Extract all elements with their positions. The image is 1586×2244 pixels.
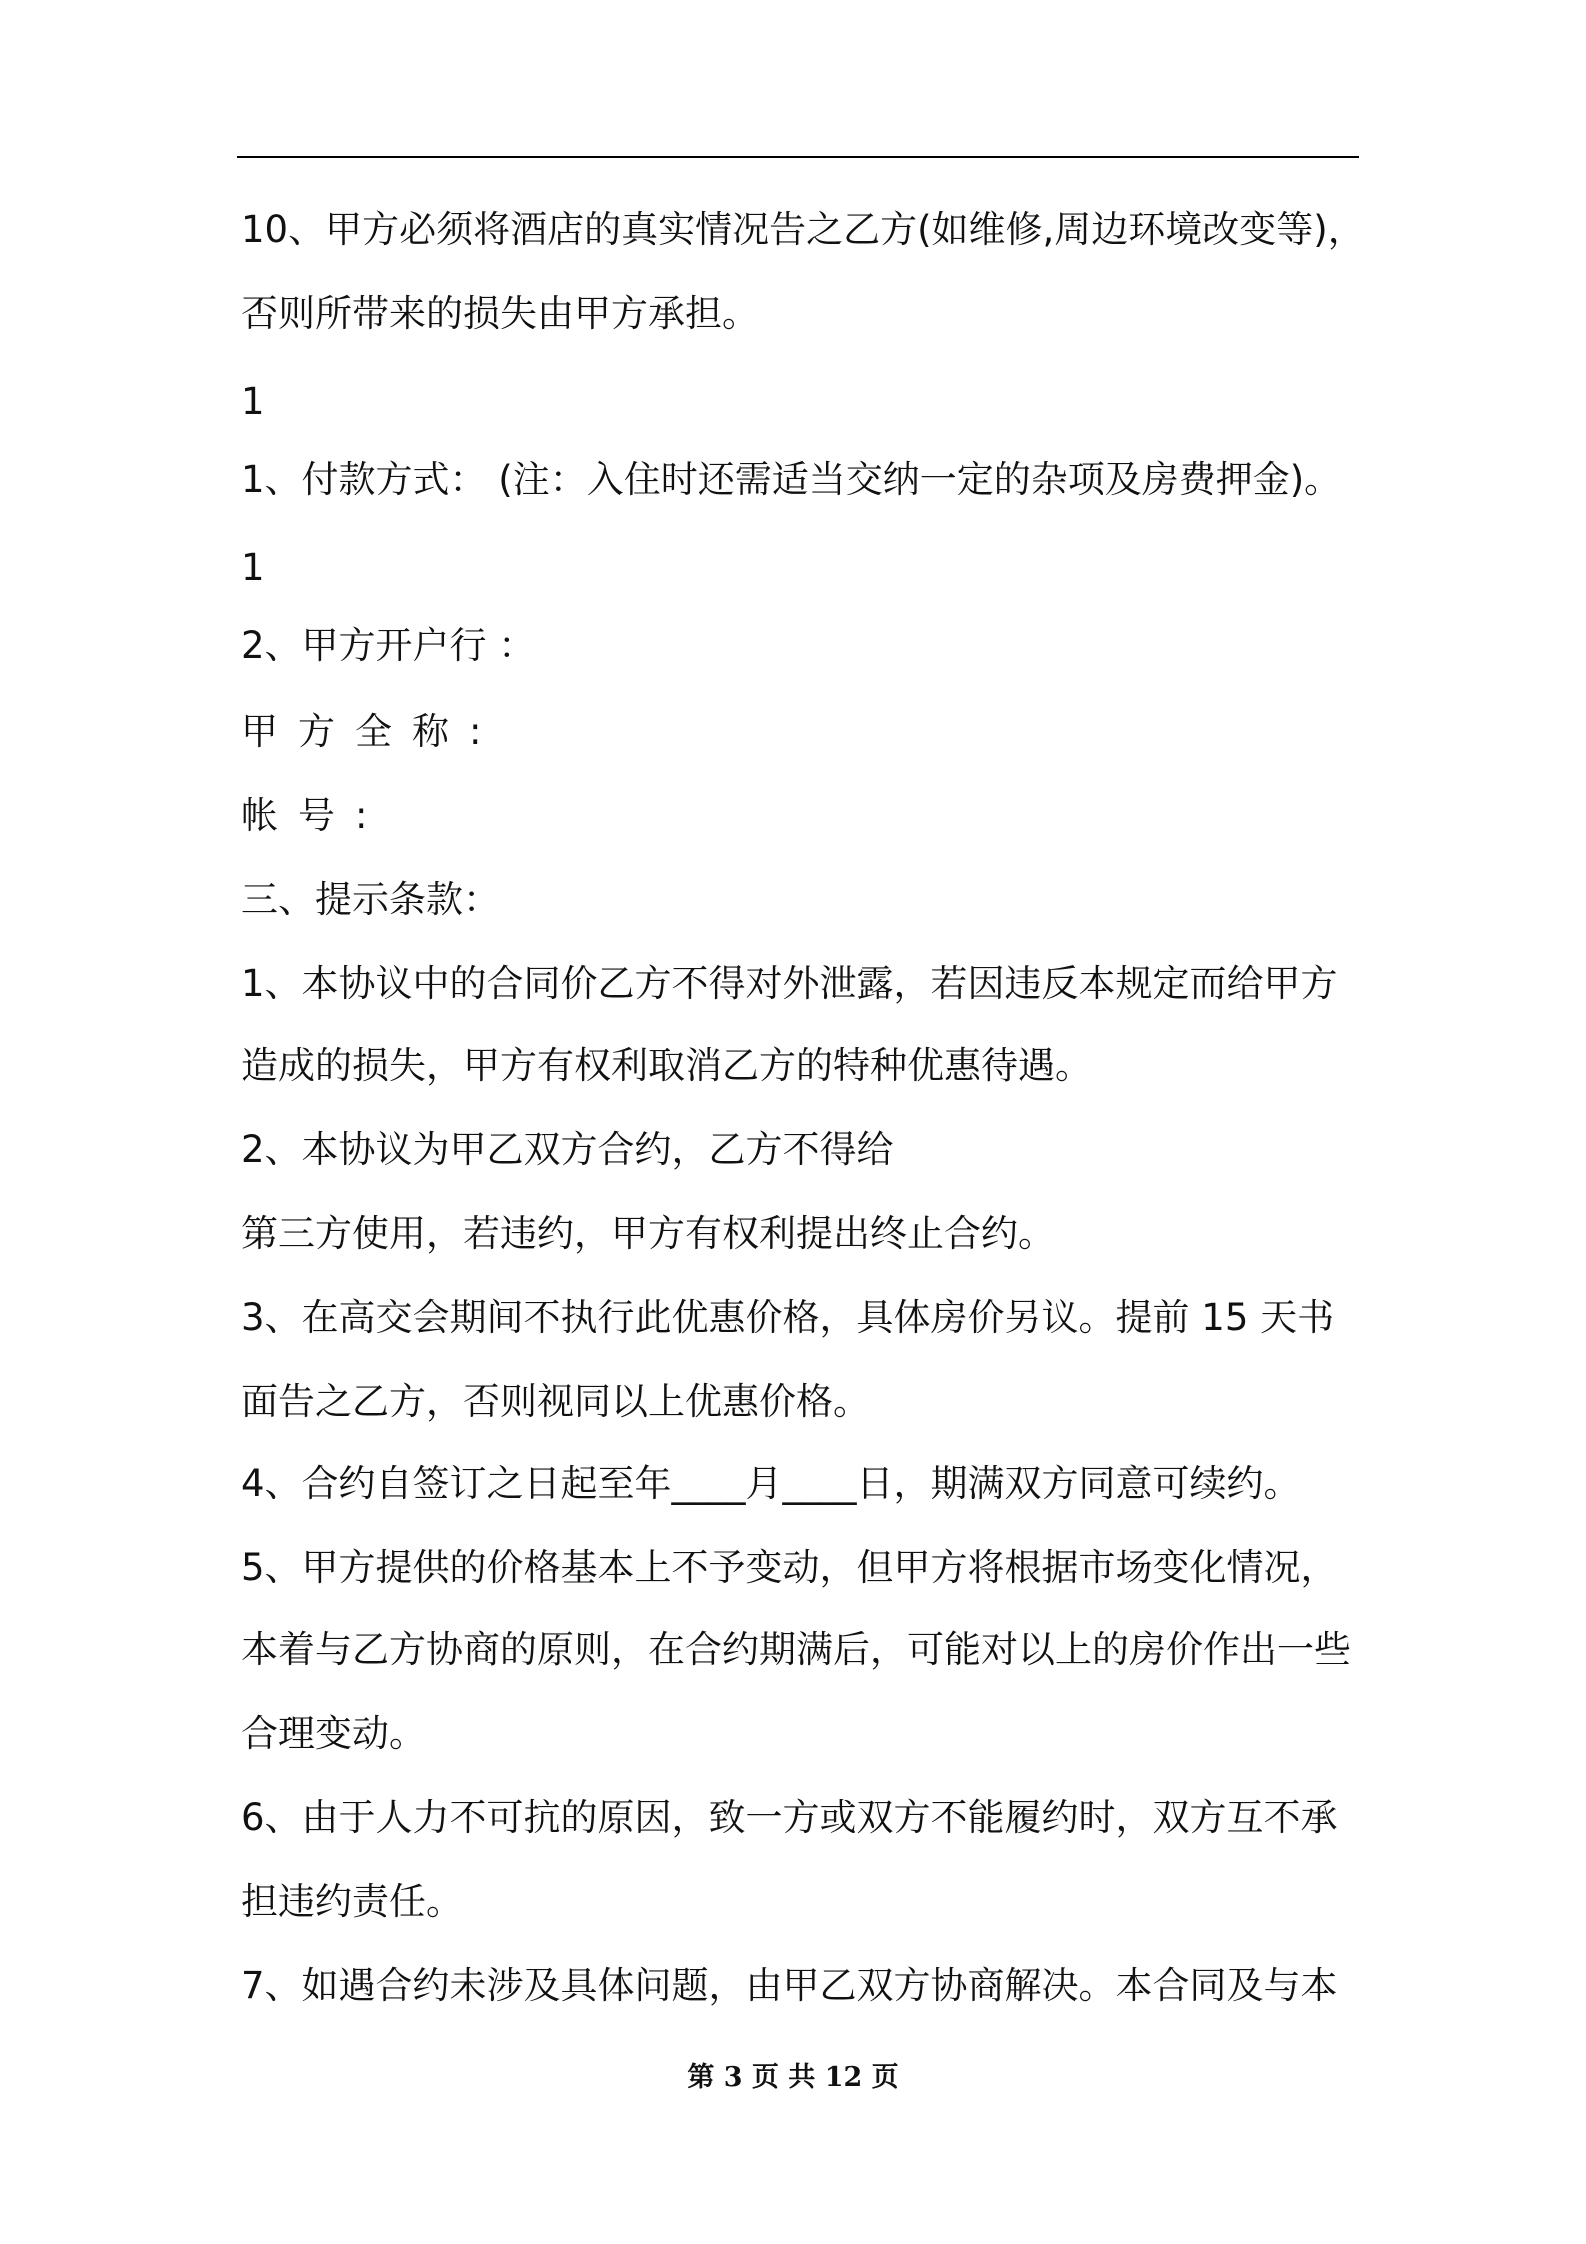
text-line: 1、付款方式： (注：入住时还需适当交纳一定的杂项及房费押金)。 <box>241 458 1342 501</box>
header-rule <box>237 156 1359 158</box>
text-line: 第三方使用，若违约，甲方有权利提出终止合约。 <box>241 1212 1055 1255</box>
text-line: 3、在高交会期间不执行此优惠价格，具体房价另议。提前 15 天书 <box>241 1296 1335 1339</box>
text-line: 2、甲方开户行 ： <box>241 624 536 667</box>
text-line: 1 <box>241 380 265 423</box>
text-line: 帐号: <box>241 794 388 837</box>
page-number: 第 3 页 共 12 页 <box>687 2062 899 2093</box>
text-line: 本着与乙方协商的原则，在合约期满后，可能对以上的房价作出一些 <box>241 1628 1351 1671</box>
text-line: 甲方全称: <box>241 710 502 753</box>
text-line: 1、本协议中的合同价乙方不得对外泄露，若因违反本规定而给甲方 <box>241 962 1338 1005</box>
text-line: 6、由于人力不可抗的原因，致一方或双方不能履约时，双方互不承 <box>241 1796 1338 1839</box>
text-line: 面告之乙方，否则视同以上优惠价格。 <box>241 1380 870 1423</box>
text-line: 2、本协议为甲乙双方合约，乙方不得给 <box>241 1128 894 1171</box>
text-line: 5、甲方提供的价格基本上不予变动，但甲方将根据市场变化情况， <box>241 1546 1338 1589</box>
text-line: 否则所带来的损失由甲方承担。 <box>241 292 759 335</box>
text-line: 10、甲方必须将酒店的真实情况告之乙方(如维修,周边环境改变等)， <box>241 208 1365 251</box>
text-line: 造成的损失，甲方有权利取消乙方的特种优惠待遇。 <box>241 1044 1092 1087</box>
text-line: 担违约责任。 <box>241 1880 463 1923</box>
text-line: 7、如遇合约未涉及具体问题，由甲乙双方协商解决。本合同及与本 <box>241 1964 1338 2007</box>
text-line: 三、提示条款： <box>241 878 500 921</box>
text-line: 4、合约自签订之日起至年____月____日，期满双方同意可续约。 <box>241 1462 1301 1505</box>
text-line: 合理变动。 <box>241 1712 426 1755</box>
text-line: 1 <box>241 546 265 589</box>
